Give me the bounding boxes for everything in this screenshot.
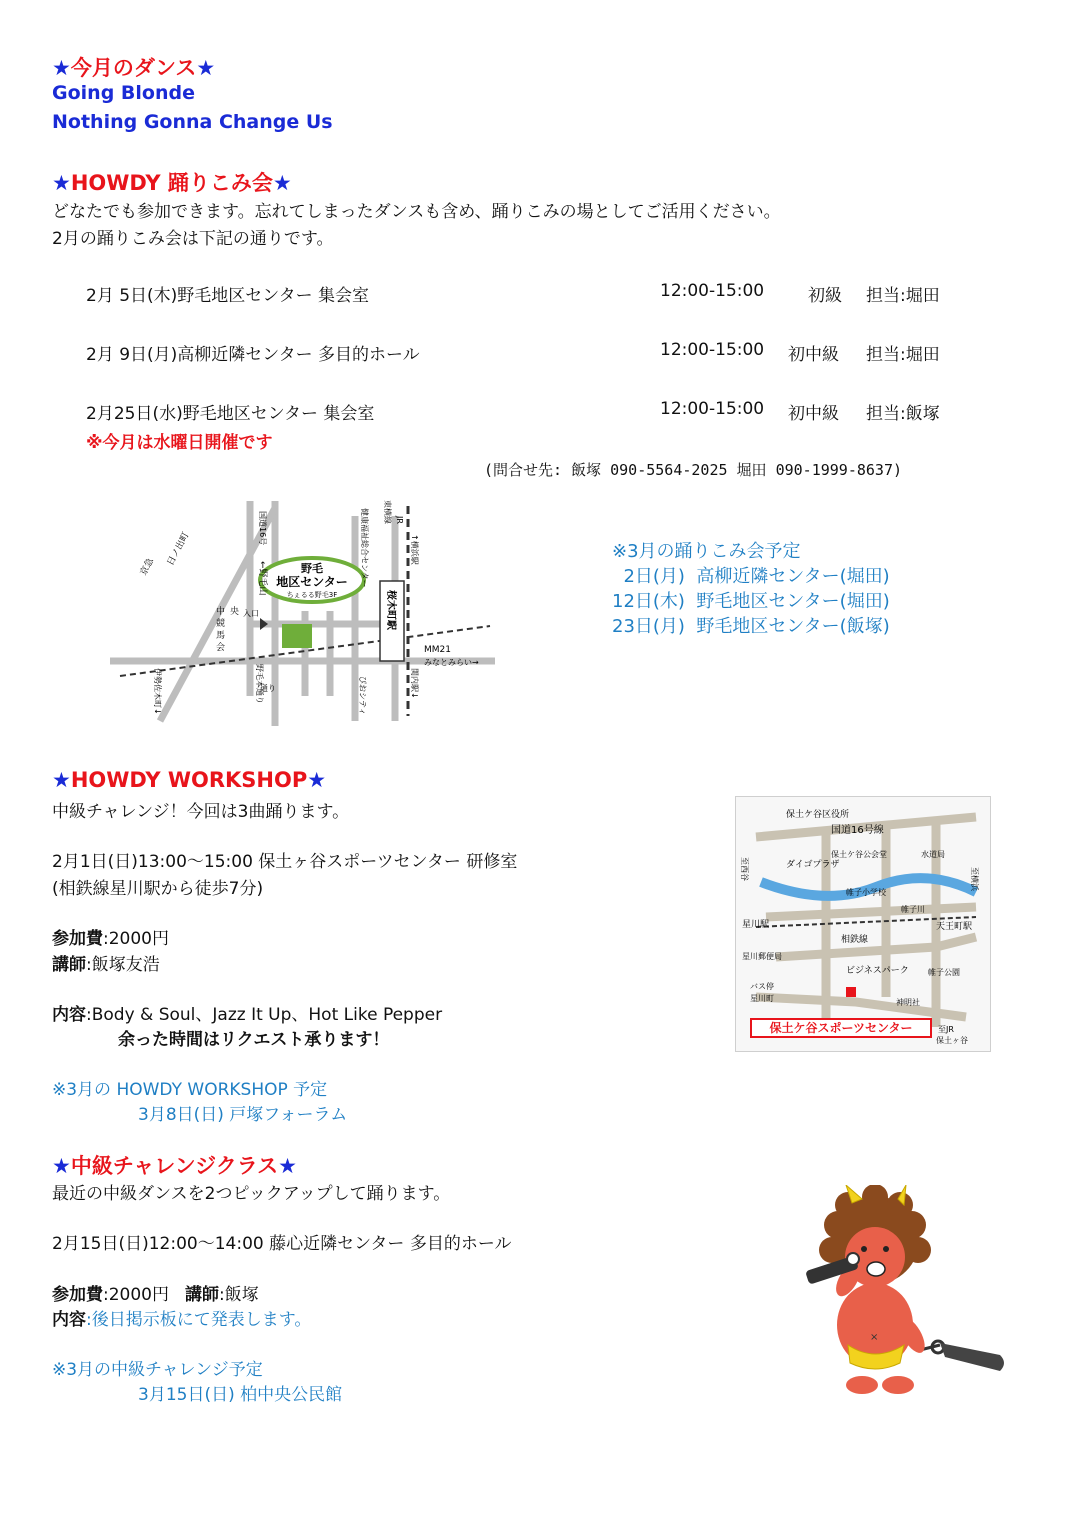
workshop-request: 余った時間はリクエスト承ります！ bbox=[118, 1030, 390, 1050]
challenge-title: ★中級チャレンジクラス★ bbox=[52, 1154, 297, 1178]
session-level: 初中級 bbox=[788, 404, 839, 424]
svg-text:×: × bbox=[870, 1332, 879, 1343]
yokohama-label: ↑横浜駅 bbox=[410, 534, 419, 565]
elementary-label: 帷子小学校 bbox=[846, 888, 886, 897]
star-icon: ★ bbox=[52, 1154, 71, 1178]
workshop-fee: 参加費:2000円 bbox=[52, 929, 169, 949]
march-odorikomi-item: 23日(月) 野毛地区センター(飯塚) bbox=[612, 616, 890, 637]
workshop-intro: 中級チャレンジ！今回は3曲踊ります。 bbox=[52, 802, 350, 822]
center-sub: ちぇるる野毛3F bbox=[286, 591, 338, 599]
minatomirai-label: みなとみらい→ bbox=[424, 658, 479, 667]
center-name-2: 地区センター bbox=[276, 575, 348, 589]
workshop-access: (相鉄線星川駅から徒歩7分) bbox=[52, 879, 264, 899]
oni-illustration bbox=[800, 1185, 1015, 1400]
workshop-content: 内容:Body & Soul、Jazz It Up、Hot Like Pepper bbox=[52, 1005, 443, 1025]
oni-icon bbox=[800, 1185, 1015, 1400]
workshop-teacher: 講師:飯塚友浩 bbox=[52, 955, 160, 975]
race-label-4: 馬 bbox=[216, 631, 226, 641]
jinja-label: 神明社 bbox=[896, 998, 920, 1007]
sotetsu-label: 相鉄線 bbox=[841, 935, 869, 945]
march-odorikomi-item: 2日(月) 高柳近隣センター(堀田) bbox=[612, 566, 890, 587]
tokyu-label: 東横線 bbox=[383, 500, 392, 524]
march-odorikomi-item: 12日(木) 野毛地区センター(堀田) bbox=[612, 591, 890, 612]
nogeyama-label: ←野毛山 bbox=[257, 561, 267, 596]
star-icon: ★ bbox=[52, 56, 71, 80]
post-label: 星川郵便局 bbox=[742, 952, 782, 961]
challenge-datetime: 2月15日(日)12:00〜14:00 藤心近隣センター 多目的ホール bbox=[52, 1234, 512, 1254]
daigo-label: ダイゴプラザ bbox=[786, 860, 840, 870]
route16-label: 国道16号線 bbox=[831, 825, 884, 836]
session-level: 初中級 bbox=[788, 345, 839, 365]
business-park-label: ビジネスパーク bbox=[846, 966, 909, 976]
hodogaya-map bbox=[735, 796, 991, 1052]
session-time: 12:00-15:00 bbox=[660, 399, 765, 419]
challenge-content: 内容:後日掲示板にて発表します。 bbox=[52, 1310, 312, 1330]
race-label-2: 央 bbox=[230, 607, 240, 617]
kannai-label: 関内駅↓ bbox=[410, 668, 419, 699]
session-date: 2月25日(水)野毛地区センター 集会室 bbox=[86, 404, 375, 424]
race-label-3: 競 bbox=[216, 619, 226, 629]
wednesday-note: ※今月は水曜日開催です bbox=[86, 433, 273, 453]
contact-info: (問合せ先: 飯塚 090-5564-2025 堀田 090-1999-8637) bbox=[484, 461, 903, 479]
star-icon: ★ bbox=[196, 56, 216, 80]
star-icon: ★ bbox=[307, 768, 327, 792]
march-workshop-item: 3月8日(日) 戸塚フォーラム bbox=[138, 1105, 348, 1125]
workshop-title: ★HOWDY WORKSHOP★ bbox=[52, 768, 327, 792]
nogehon-label: 野毛本通り bbox=[255, 664, 264, 704]
march-challenge-title: ※3月の中級チャレンジ予定 bbox=[52, 1360, 263, 1380]
song-item: Nothing Gonna Change Us bbox=[52, 111, 333, 133]
mm21-label: MM21 bbox=[424, 645, 451, 655]
star-icon: ★ bbox=[278, 1154, 297, 1178]
hoshikawa-label: 星川駅 bbox=[742, 920, 770, 930]
keikyu-label: 京急 bbox=[138, 556, 157, 578]
kominkan-label: 保土ケ谷公会堂 bbox=[831, 850, 887, 859]
kokudo-label: 国道16号 bbox=[258, 511, 267, 546]
bus-label-2: 星川町 bbox=[750, 994, 774, 1003]
sports-center-label: 保土ケ谷スポーツセンター bbox=[769, 1021, 913, 1035]
noge-map-graphic bbox=[100, 496, 500, 736]
march-challenge-item: 3月15日(日) 柏中央公民館 bbox=[138, 1385, 343, 1405]
odorikomi-title: ★HOWDY 踊りこみ会★ bbox=[52, 171, 292, 195]
suidou-label: 水道局 bbox=[921, 850, 945, 859]
race-label-5: 会 bbox=[216, 643, 226, 653]
dance-title: ★今月のダンス★ bbox=[52, 56, 216, 80]
pio-label: ぴおシティ bbox=[358, 676, 367, 716]
isezaki-label: 伊勢佐木町↓ bbox=[153, 668, 162, 715]
star-icon: ★ bbox=[52, 171, 71, 195]
march-workshop-title: ※3月の HOWDY WORKSHOP 予定 bbox=[52, 1080, 328, 1100]
race-label-1: 中 bbox=[216, 607, 226, 617]
noge-map bbox=[100, 496, 500, 736]
iriguchi-label: 入口 bbox=[243, 609, 259, 618]
jr-label: JR bbox=[395, 516, 404, 524]
odorikomi-intro: 2月の踊りこみ会は下記の通りです。 bbox=[52, 229, 334, 249]
session-date: 2月 9日(月)高柳近隣センター 多目的ホール bbox=[86, 345, 420, 365]
to-jr2-label: 保土ヶ谷 bbox=[936, 1036, 968, 1045]
tennocho-label: 天王町駅 bbox=[936, 922, 973, 932]
session-level: 初級 bbox=[808, 286, 842, 306]
bus-label-1: バス停 bbox=[750, 982, 774, 991]
workshop-datetime: 2月1日(日)13:00〜15:00 保土ヶ谷スポーツセンター 研修室 bbox=[52, 852, 518, 872]
session-date: 2月 5日(木)野毛地区センター 集会室 bbox=[86, 286, 370, 306]
song-item: Going Blonde bbox=[52, 82, 195, 104]
session-time: 12:00-15:00 bbox=[660, 281, 765, 301]
session-time: 12:00-15:00 bbox=[660, 340, 765, 360]
hinode-label: 日ノ出町 bbox=[165, 530, 192, 568]
march-odorikomi-title: ※3月の踊りこみ会予定 bbox=[612, 541, 801, 562]
odorikomi-intro: どなたでも参加できます。忘れてしまったダンスも含め、踊りこみの場としてご活用ください。 bbox=[52, 202, 781, 222]
challenge-intro: 最近の中級ダンスを2つピックアップして踊ります。 bbox=[52, 1184, 451, 1204]
ward-office-label: 保土ケ谷区役所 bbox=[786, 810, 850, 820]
to-yokohama-label: 至横浜 bbox=[970, 867, 979, 891]
challenge-fee-teacher: 参加費:2000円 講師:飯塚 bbox=[52, 1285, 259, 1305]
center-name-1: 野毛 bbox=[301, 562, 323, 575]
session-staff: 担当:堀田 bbox=[866, 286, 940, 306]
to-nishiya-label: 至西谷 bbox=[740, 857, 749, 881]
sakuragicho-label: 桜木町駅 bbox=[385, 590, 396, 630]
star-icon: ★ bbox=[272, 171, 292, 195]
session-staff: 担当:堀田 bbox=[866, 345, 940, 365]
session-staff: 担当:飯塚 bbox=[866, 404, 940, 424]
star-icon: ★ bbox=[52, 768, 71, 792]
hodogaya-map-graphic bbox=[736, 797, 990, 1051]
dori-label: 通り bbox=[260, 684, 276, 693]
kawa-label: 帷子川 bbox=[901, 905, 925, 914]
katabira-park-label: 帷子公園 bbox=[928, 968, 960, 977]
kenko-label: 健康福祉総合センター bbox=[360, 508, 369, 588]
to-jr-label: 至JR bbox=[938, 1025, 954, 1034]
